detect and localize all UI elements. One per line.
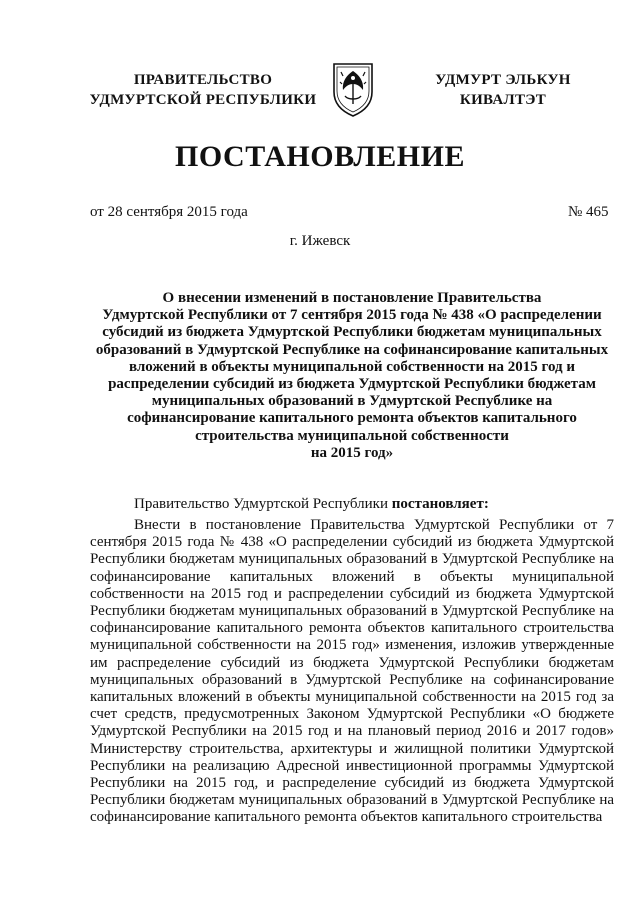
government-name-udmurt [428,70,578,110]
government-name-line-2: УДМУРТСКОЙ РЕСПУБЛИКИ [89,92,317,108]
subject-line: распределении субсидий из бюджета Удмуртской Республики бюджетам [108,376,596,393]
resolution-lead [134,496,489,513]
subject-line: О внесении изменений в постановление Правительства [162,290,542,306]
subject-line: субсидий из бюджета Удмуртской Республики бюджетам муниципальных [102,324,602,341]
lead-keyword: постановляет: [391,496,489,512]
subject-line: софинансирование капитального ремонта объектов капитального [127,410,577,427]
resolution-paragraph: Внести в постановление Правительства Удмуртской Республики от 7 сентября 2015 года № 438 «О распределении субсидий из бюджета Удмуртской Республики бюджетам муниципальных образований в Удмуртской Республике на софинансирование капитальных вложений в объекты муниципальной собственности на 2015 год и распределении субсидий из бюджета Удмуртской Республики бюджетам муниципальных образований в Удмуртской Республике на софинансирование капитального ремонта объектов капитального строительства муниципальной собственности на 2015 год» изменения, изложив утвержденные им распределение субсидий из бюджета Удмуртской Республики бюджетам муниципальных образований в Удмуртской Республике на софинансирование капитальных вложений в объекты муниципальной собственности на 2015 год за счет средств, предусмотренных Законом Удмуртской Республики «О бюджете Удмуртской Республики на 2015 год и на плановый период 2016 и 2017 годов» Министерству строительства, архитектуры и жилищной политики Удмуртской Республики на реализацию Адресной инвестиционной программы Удмуртской Республики на 2015 год, и распределение субсидий из бюджета Удмуртской Республики бюджетам муниципальных образований в Удмуртской Республике на софинансирование капитального ремонта объектов капитального строительства [90,517,614,826]
document-number: № 465 [568,204,609,220]
government-name-udmurt-line-1: УДМУРТ ЭЛЬКУН [435,72,571,88]
document-date: от 28 сентября 2015 года [90,204,248,220]
subject-line: строительства муниципальной собственности [195,427,509,444]
government-name-russian [88,70,318,110]
coat-of-arms-icon [330,58,376,118]
subject-line: вложений в объекты муниципальной собственности на 2015 год и [128,358,576,375]
lead-text: Правительство Удмуртской Республики [134,496,392,512]
subject-line: на 2015 год» [310,444,394,461]
government-name-line-1: ПРАВИТЕЛЬСТВО [133,72,273,88]
document-subject [90,290,614,462]
document-title: ПОСТАНОВЛЕНИЕ [175,140,465,173]
subject-line: образований в Удмуртской Республике на софинансирование капитальных [95,341,609,358]
document-city: г. Ижевск [289,233,351,249]
subject-line: муниципальных образований в Удмуртской Республике на [151,393,553,410]
subject-line: Удмуртской Республики от 7 сентября 2015 года № 438 «О распределении [102,307,602,324]
government-name-udmurt-line-2: КИВАЛТЭТ [459,92,547,108]
